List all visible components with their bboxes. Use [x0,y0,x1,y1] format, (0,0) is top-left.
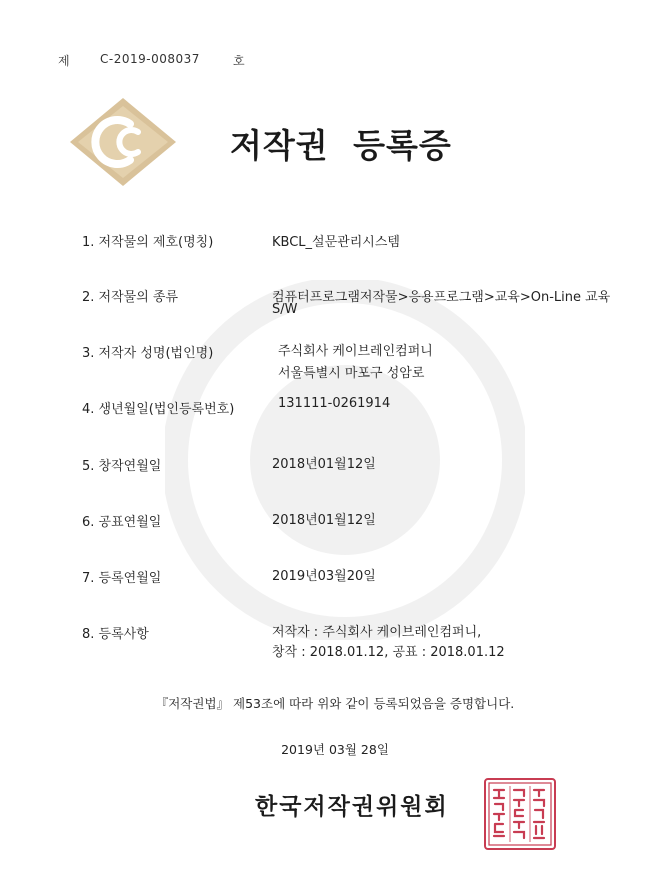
field-value-type-line1: 컴퓨터프로그램저작물>응용프로그램>교육>On-Line 교육 [272,290,611,305]
issuing-authority: 한국저작권위원회 [255,794,449,820]
field-label-creation-date: 5. 창작연월일 [82,459,162,474]
registration-number: C-2019-008037 [100,52,200,66]
field-label-reg-id: 4. 생년월일(법인등록번호) [82,402,235,417]
registration-suffix: 호 [233,54,245,68]
field-value-details-line1: 저작자 : 주식회사 케이브레인컴퍼니, [272,625,482,640]
field-label-publication-date: 6. 공표연월일 [82,515,162,530]
field-value-reg-id: 131111-0261914 [278,396,391,411]
field-value-author-address: 서울특별시 마포구 성암로 [278,366,425,381]
registration-prefix: 제 [58,54,70,68]
field-label-registration-date: 7. 등록연월일 [82,571,162,586]
field-label-registration-details: 8. 등록사항 [82,627,149,642]
issue-date: 2019년 03월 28일 [281,742,389,757]
certification-statement: 『저작권법』 제53조에 따라 위와 같이 등록되었음을 증명합니다. [155,696,515,711]
field-value-registration-date: 2019년03월20일 [272,569,376,584]
field-value-author-name: 주식회사 케이브레인컴퍼니 [278,344,433,359]
field-label-author: 3. 저작자 성명(법인명) [82,346,214,361]
official-seal-icon [484,778,556,850]
field-value-title: KBCL_설문관리시스템 [272,235,400,250]
field-value-type-line2: S/W [272,302,298,317]
field-label-title: 1. 저작물의 제호(명칭) [82,235,214,250]
field-value-creation-date: 2018년01월12일 [272,457,376,472]
field-value-publication-date: 2018년01월12일 [272,513,376,528]
field-value-details-line2: 창작 : 2018.01.12, 공표 : 2018.01.12 [272,645,505,660]
field-label-type: 2. 저작물의 종류 [82,290,179,305]
copyright-logo-icon [68,96,178,188]
page-title: 저작권 등록증 [230,126,452,165]
